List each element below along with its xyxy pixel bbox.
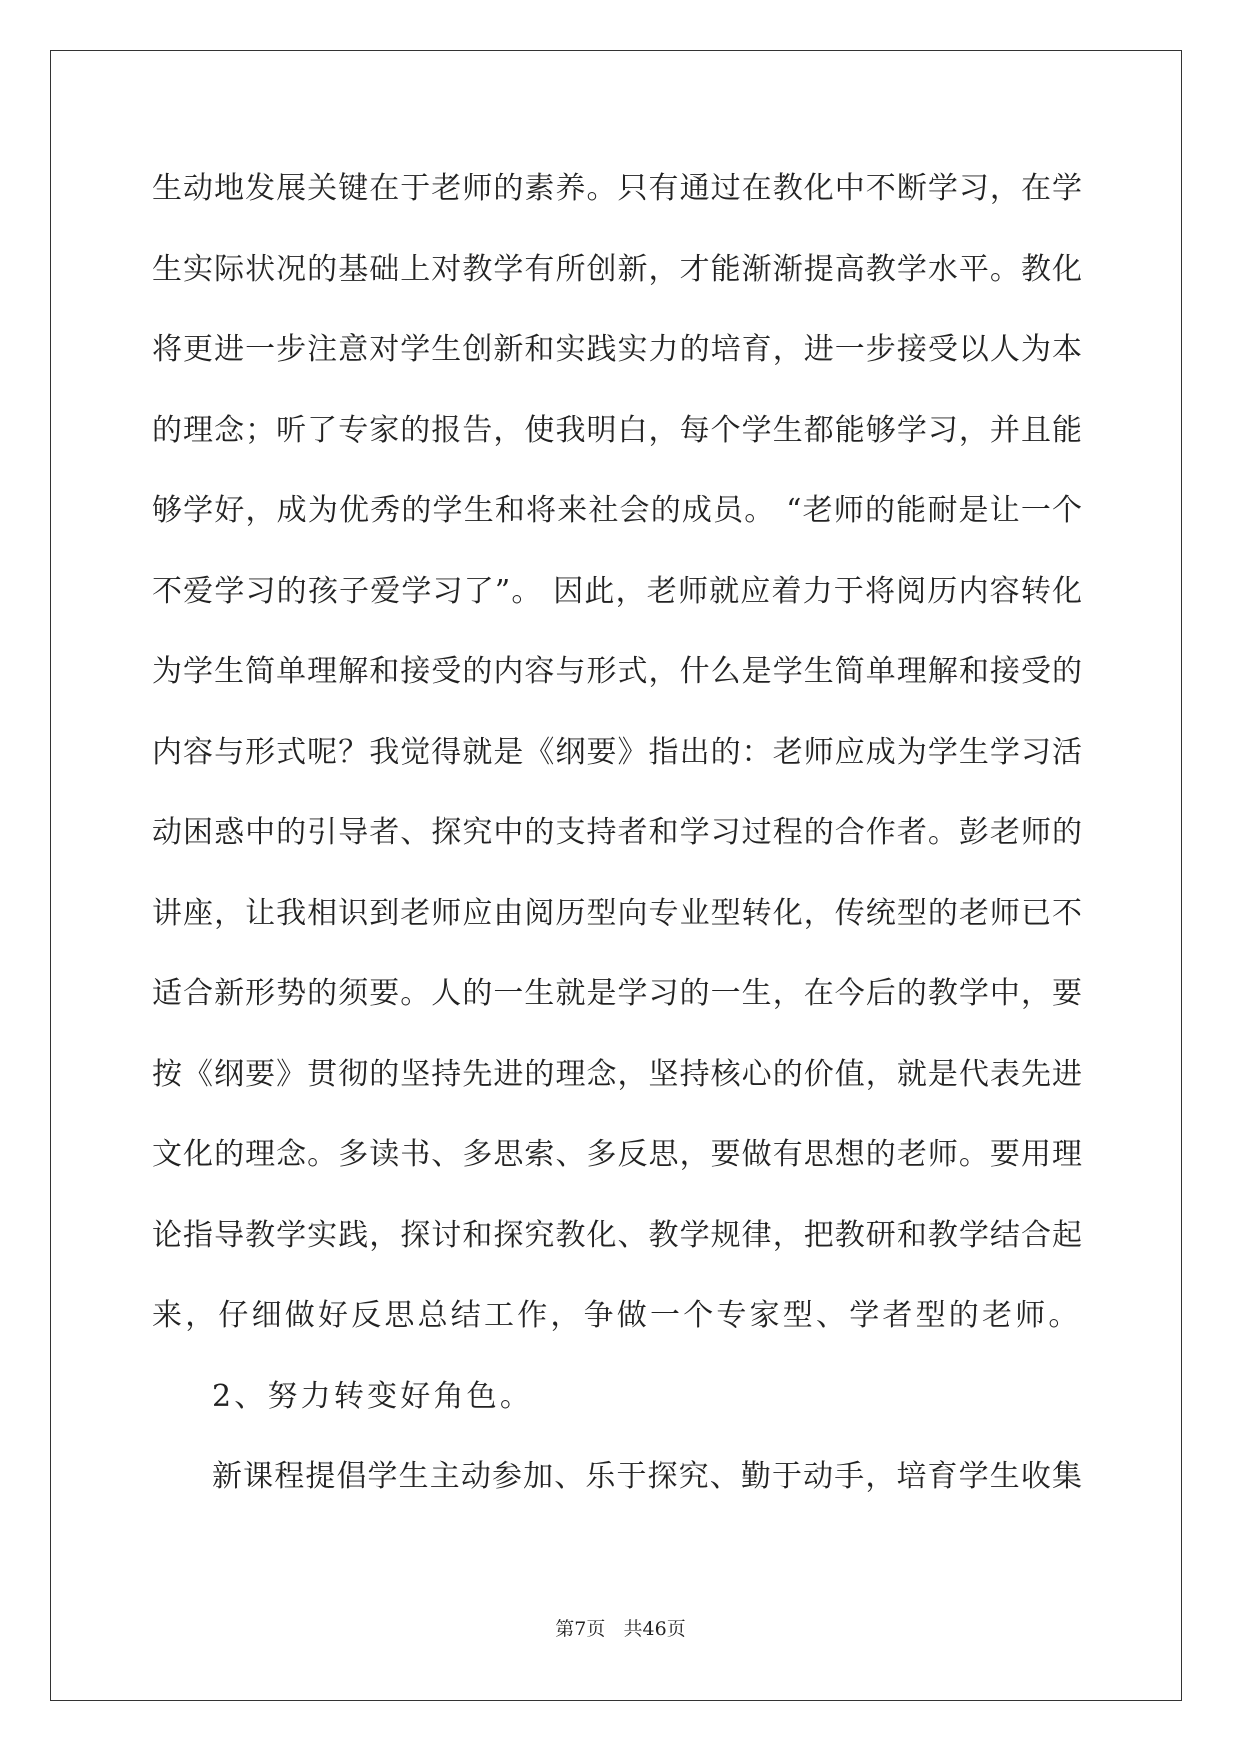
paragraph-line: 生实际状况的基础上对教学有所创新，才能渐渐提高教学水平。教化 [152, 251, 1082, 287]
paragraph-line: 生动地发展关键在于老师的素养。只有通过在教化中不断学习，在学 [152, 171, 1082, 206]
paragraph-line: 来，仔细做好反思总结工作，争做一个专家型、学者型的老师。 [152, 1298, 1082, 1333]
paragraph-line: 论指导教学实践，探讨和探究教化、教学规律，把教研和教学结合起 [152, 1217, 1082, 1253]
page-footer [0, 1614, 1241, 1641]
paragraph-line: 文化的理念。多读书、多思索、多反思，要做有思想的老师。要用理 [152, 1137, 1082, 1172]
section-heading: 2、努力转变好角色。 [212, 1378, 534, 1414]
page-number: 第7页 [555, 1618, 606, 1640]
paragraph-line: 适合新形势的须要。人的一生就是学习的一生，在今后的教学中，要 [152, 976, 1082, 1011]
paragraph-line: 不爱学习的孩子爱学习了”。 因此，老师就应着力于将阅历内容转化 [152, 573, 1082, 609]
paragraph-line: 按《纲要》贯彻的坚持先进的理念，坚持核心的价值，就是代表先进 [152, 1056, 1082, 1092]
paragraph-line: 够学好，成为优秀的学生和将来社会的成员。 “老师的能耐是让一个 [152, 493, 1082, 528]
paragraph-line: 内容与形式呢？我觉得就是《纲要》指出的：老师应成为学生学习活 [152, 734, 1082, 770]
paragraph-line: 的理念；听了专家的报告，使我明白，每个学生都能够学习，并且能 [152, 412, 1082, 448]
paragraph-line: 动困惑中的引导者、探究中的支持者和学习过程的合作者。彭老师的 [152, 815, 1082, 850]
paragraph-line: 新课程提倡学生主动参加、乐于探究、勤于动手，培育学生收集 [212, 1459, 1082, 1494]
document-body [152, 162, 1082, 1531]
page-total: 共46页 [623, 1618, 686, 1640]
paragraph-line: 为学生简单理解和接受的内容与形式，什么是学生简单理解和接受的 [152, 654, 1082, 689]
paragraph-line: 讲座，让我相识到老师应由阅历型向专业型转化，传统型的老师已不 [152, 895, 1082, 931]
paragraph-line: 将更进一步注意对学生创新和实践实力的培育，进一步接受以人为本 [152, 332, 1082, 367]
